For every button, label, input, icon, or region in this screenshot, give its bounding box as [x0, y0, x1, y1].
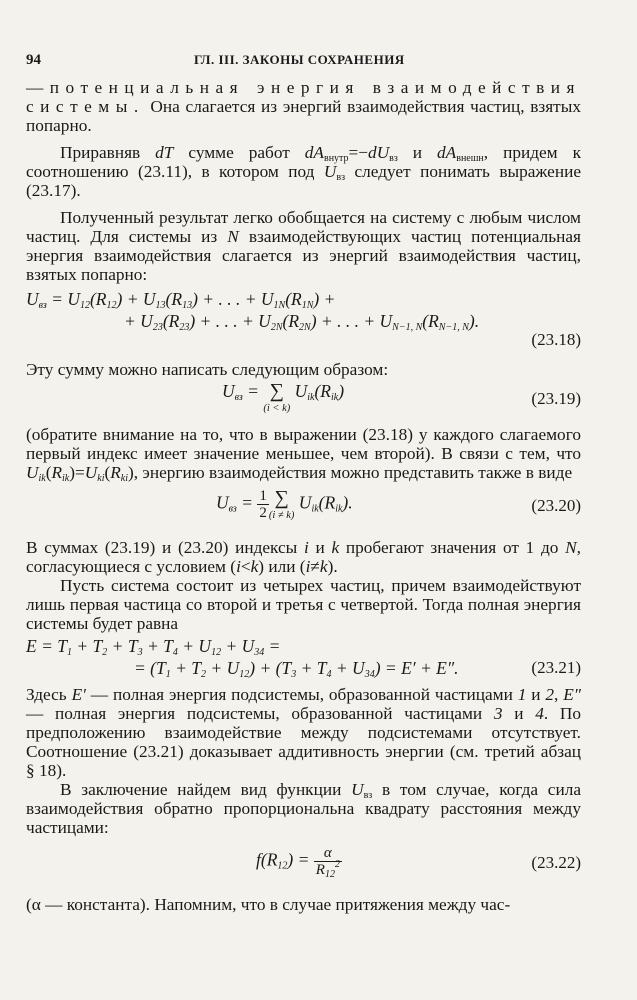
equation-23-18-line-2: + $U_{23}(R_{23})$ + . . . + $U_{2N}(R_{2N})$ + . . . + $U_{N-1, N}(R_{N-1, N})$. [124, 311, 480, 333]
equation-23-21-line-1: $E = T_1 + T_2 + T_3 + T_4 + U_{12} + U_{34}$ = [26, 636, 281, 658]
paragraph-6: В суммах (23.19) и (23.20) индексы i и k пробегают значения от 1 до N, согласующиеся с условием (i<k) или (i≠k). [26, 538, 581, 576]
equation-23-19: $U_{вз}$ = ∑ (i < k) $U_{ik}(R_{ik})$ (23.19) [222, 380, 581, 414]
paragraph-9: В заключение найдем вид функции $U_{вз}$ в том случае, когда сила взаимодействия обратно пропорциональна квадрату расстояния между частицами: [26, 780, 581, 837]
paragraph-8: Здесь E′ — полная энергия подсистемы, образованной частицами 1 и 2, E″ — полная энергия подсистемы, образованной частицами 3 и 4. По предположению взаимодействие между подсистемами отсутствует. Соотношение (23.21) доказывает аддитивность энергии (см. третий абзац § 18). [26, 685, 581, 780]
spaced-term-b: системы. [26, 97, 145, 116]
equation-23-21-line-2: = $(T_1 + T_2 + U_{12}) + (T_3 + T_4 + U_{34}) = E' + E''$. (23.21) [134, 658, 581, 680]
equation-number-23-22: (23.22) [531, 853, 581, 872]
running-title: ГЛ. III. ЗАКОНЫ СОХРАНЕНИЯ [194, 52, 405, 67]
page-number: 94 [26, 52, 41, 68]
page-header [26, 52, 581, 78]
paragraph-2: Приравняв dT сумме работ $dA_{внутр}=-dU_{вз}$ и $dA_{внешн}$, придем к соотношению (23.11), в котором под $U_{вз}$ следует понимать выражение (23.17). [26, 143, 581, 200]
paragraph-3: Полученный результат легко обобщается на систему с любым числом частиц. Для системы из N взаимодействующих частиц потенциальная энергия взаимодействия слагается из энергий взаимодействия частиц, взятых попарно: [26, 208, 581, 284]
equation-number-23-18: (23.18) [531, 330, 581, 349]
paragraph-5: (обратите внимание на то, что в выражении (23.18) у каждого слагаемого первый индекс имеет значение меньшее, чем второй). В связи с тем, что $U_{ik}(R_{ik})=U_{ki}(R_{ki})$, энергию взаимодействия можно представить также в виде [26, 425, 581, 484]
paragraph-1 [26, 78, 581, 135]
equation-23-18-line-1: $U_{вз} = U_{12}(R_{12}) + U_{13}(R_{13})$ + . . . + $U_{1N}(R_{1N})$ + [26, 289, 336, 311]
spaced-term-a: —потенциальная энергия взаимодействия [26, 78, 581, 97]
equation-23-20: $U_{вз}$ = $\frac{1}{2}$ ∑ (i ≠ k) $U_{ik}(R_{ik})$. (23.20) [216, 487, 581, 521]
equation-23-18 [26, 288, 581, 354]
equation-number-23-19: (23.19) [531, 389, 581, 408]
equation-23-21 [26, 635, 581, 679]
equation-23-22: $f(R_{12})$ = $\frac{\alpha}{R_{12}^2}$ (23.22) [256, 845, 581, 880]
paragraph-1-rest: Она слагается из энергий взаимодействия частиц, взятых попарно. [26, 97, 581, 135]
paragraph-10: (α — константа). Напомним, что в случае притяжения между час- [26, 895, 511, 914]
paragraph-7: Пусть система состоит из четырех частиц, причем взаимодействуют лишь первая частица со второй и третья с четвертой. Тогда полная энергия системы будет равна [26, 576, 581, 633]
equation-number-23-20: (23.20) [531, 496, 581, 515]
paragraph-4: Эту сумму можно написать следующим образом: [26, 360, 389, 379]
equation-number-23-21: (23.21) [531, 658, 581, 677]
